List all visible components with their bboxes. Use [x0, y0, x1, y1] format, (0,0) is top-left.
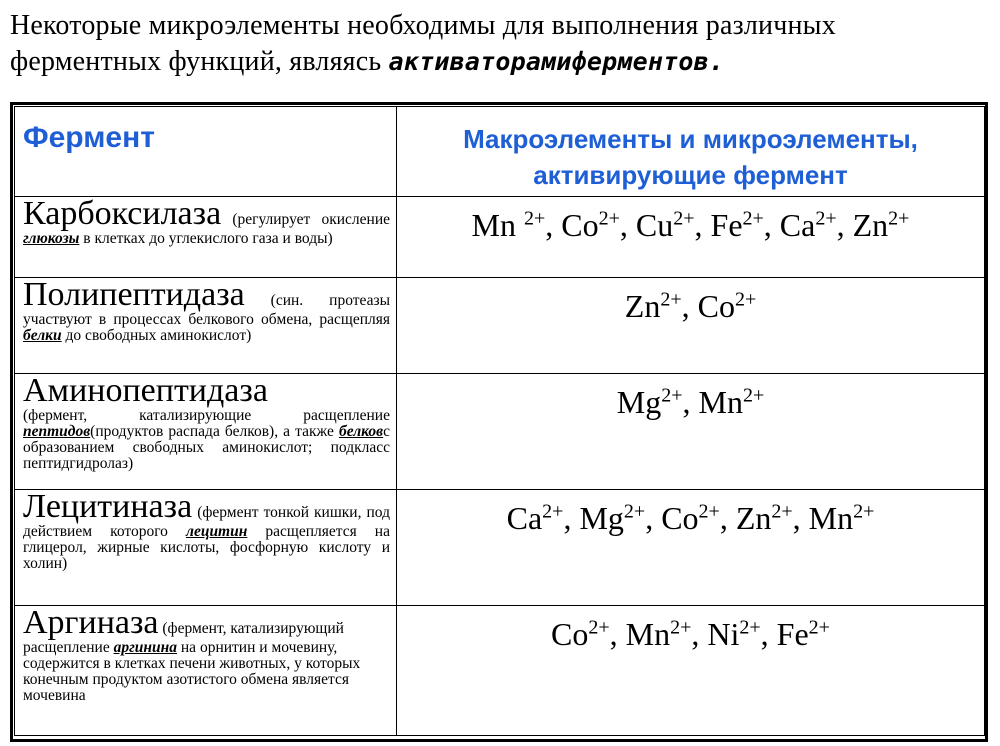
enzyme-name: Лецитиназа [23, 488, 193, 525]
header-enzyme: Фермент [15, 107, 397, 197]
enzyme-name: Аминопептидаза [23, 372, 268, 409]
keyword: лецитин [185, 523, 248, 540]
ions-cell: Mn $^{2+}$, $Co^{2+}$, $Cu^{2+}$, $Fe^{2+}$, $Ca^{2+}$, $Zn^{2+}$ [397, 197, 985, 278]
enzyme-name: Карбоксилаза [23, 195, 222, 232]
intro-paragraph [10, 8, 990, 80]
table-row [15, 374, 985, 490]
enzyme-cell [15, 606, 397, 736]
keyword: белков [338, 423, 384, 440]
enzyme-table [14, 106, 985, 736]
enzyme-cell [15, 197, 397, 278]
keyword: аргинина [113, 639, 178, 656]
table-row [15, 197, 985, 278]
ions-cell: $Zn^{2+}$, $Co^{2+}$ [397, 278, 985, 374]
enzyme-description: Лецитиназа (фермент тонкой кишки, под действием которого лецитин расщепляется на глицерол, жирные кислоты, фосфорную кислоту и холин) [23, 488, 390, 572]
header-elements: Макроэлементы и микроэлементы, активирующие фермент [397, 107, 985, 197]
enzyme-name: Аргиназа [23, 604, 159, 641]
enzyme-name: Полипептидаза [23, 276, 245, 313]
table-header-row [15, 107, 985, 197]
enzyme-cell [15, 490, 397, 606]
table-row [15, 278, 985, 374]
enzyme-description: Карбоксилаза (регулирует окисление глюкозы в клетках до углекислого газа и воды) [23, 195, 390, 247]
table-row [15, 490, 985, 606]
ions-cell: $Mg^{2+}$, $Mn^{2+}$ [397, 374, 985, 490]
keyword: глюкозы [23, 230, 80, 247]
enzyme-description: Аргиназа (фермент, катализирующий расщепление аргинина на орнитин и мочевину, содержится в клетках печени животных, у которых конечным продуктом азотистого обмена является мочевина [23, 604, 361, 704]
enzyme-description: Аминопептидаза (фермент, катализирующие расщепление пептидов(продуктов распада белков), а также белковс образованием свободных аминокислот; подкласс пептидгидролаз) [23, 372, 390, 472]
enzyme-cell [15, 374, 397, 490]
intro-emphasis: активаторамиферментов. [388, 47, 725, 76]
ions-cell: $Ca^{2+}$, $Mg^{2+}$, $Co^{2+}$, $Zn^{2+}$, $Mn^{2+}$ [397, 490, 985, 606]
enzyme-cell [15, 278, 397, 374]
intro-text: Некоторые микроэлементы необходимы для выполнения различных ферментных функций, являясь [10, 10, 836, 77]
keyword: пептидов [23, 423, 91, 440]
enzyme-description: Полипептидаза (син. протеазы участвуют в процессах белкового обмена, расщепляя белки до свободных аминокислот) [23, 276, 390, 344]
ions-cell: $Co^{2+}$, $Mn^{2+}$, $Ni^{2+}$, $Fe^{2+}$ [397, 606, 985, 736]
keyword: белки [23, 327, 62, 344]
table-row [15, 606, 985, 736]
